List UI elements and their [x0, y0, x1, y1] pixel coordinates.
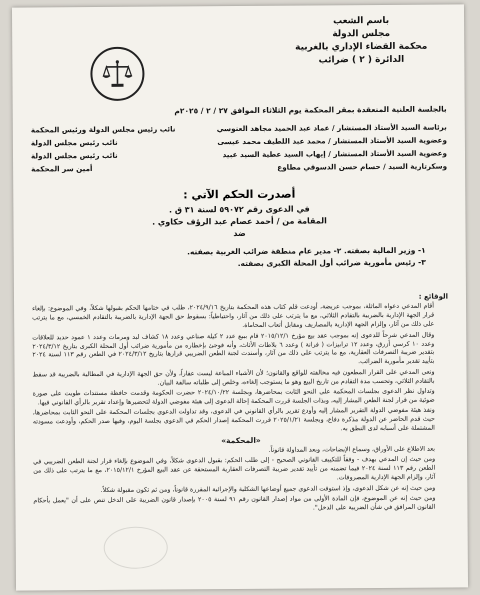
paragraph: وتداول نظر الدعوى بجلسات المحكمة على النحو الثابت بمحاضرها، وبجلسة ٢٠٢٤/١٠/٢٢ حضرت الحكومة وقدمت حافظة مستندات طويت على صورة ضوئية من قرار لجنة الطعن المشار إليه، وبذات الجلسة قررت المحكمة إحالة الدعوى إلى هيئة مفوضي الدولة لتحضيرها وإعداد تقرير بالرأي القانوني فيها.: [32, 387, 435, 407]
court-heading: «المحكمة»: [221, 435, 261, 445]
case-info: [13, 202, 465, 241]
defendants: [46, 245, 426, 272]
header-line: الدائرة ( ٢ ) ضرائب: [318, 54, 405, 66]
bench-title: أمين سر المحكمة: [31, 164, 93, 174]
bench-title: نائب رئيس مجلس الدولة: [30, 150, 118, 161]
bench-member: برئاسة السيد الأستاذ المستشار / عماد عبد الحميد مجاهد العنوسي: [216, 122, 447, 134]
paragraph: بعد الاطلاع على الأوراق، وسماع الإيضاحات، وبعد المداولة قانوناً.: [268, 445, 436, 454]
paragraph: أقام المدعي دعواه الماثلة، بموجب عريضة، أودعت قلم كتاب هذه المحكمة بتاريخ ٢٠٢٤/٩/١٦، طلب في ختامها الحكم بقبولها شكلاً، وفي الموضوع: بإلغاء قرار الجهة الإدارية بالضريبة بالتقادم الثلاثي، مع ما يترتب على ذلك من آثار، واحتياطياً: بسقوط حق الجهة الإدارية بالضريبة بالتقادم الخمسي، مع ما يترتب على ذلك من آثار، وإلزام الجهة الإدارية بالمصاريف ومقابل أتعاب المحاماة.: [32, 303, 435, 330]
judgment-title: أصدرت الحكم الآتي :: [183, 187, 296, 202]
header-line: محكمة القضاء الإداري بالغربية: [295, 41, 428, 53]
bench-title: نائب رئيس مجلس الدولة: [30, 137, 118, 148]
bench-member: وعضوية السيد الأستاذ المستشار / إيهاب السيد عطية السيد عبيد: [222, 148, 448, 160]
paragraph: ونفذ هيئة مفوضي الدولة التقرير المشار إليه وأودع تقرير بالرأي القانوني في الدعوى، وقد تداولت الدعوى بجلسات المحكمة على النحو الثابت بمحاضرها، حيث قدم الحاضر عن الدولة مذكرة دفاع، وبجلسة ٢٠٢٥/١/٢١ قررت المحكمة إصدار الحكم في الدعوى بجلسة اليوم، وفيها صدر الحكم، وأودعت مسودته المشتملة على أسبابه لدى النطق به.: [32, 407, 435, 433]
defendant-line: ١- وزير المالية بصفته. ٢- مدير عام منطقة ضرائب الغربية بصفته.: [187, 245, 426, 257]
scales-of-justice-seal-icon: [90, 47, 144, 101]
header-line: باسم الشعب: [333, 15, 390, 27]
court-bench: [31, 121, 447, 176]
against-label: ضد: [233, 228, 246, 239]
faded-stamp: [104, 527, 168, 569]
bench-title: نائب رئيس مجلس الدولة ورئيس المحكمة: [30, 124, 176, 135]
header-line: مجلس الدولة: [332, 28, 391, 40]
facts-heading: الوقائع :: [418, 292, 449, 301]
paragraph: ومن حيث إنه عن الموضوع، فإن المادة الأولى من مواد إصدار القانون رقم ٩١ لسنة ٢٠٠٥ بإصدار قانون الضريبة على الدخل تنص على أن "يعمل بأحكام القانون المرافق في شأن الضريبة على الدخل".: [33, 494, 436, 512]
case-number: في الدعوى رقم ٥٩٠٧٢ لسنة ٣١ ق .: [168, 204, 310, 215]
judgment-document: [12, 4, 468, 590]
paragraph: ومن حيث إن المدعي يهدف - وفقاً للتكييف القانوني الصحيح - إلى طلب الحكم: بقبول الدعوى شكلاً، وفي الموضوع بإلغاء قرار لجنة الطعن الضريبي في الطعن رقم ١١٣ لسنة ٢٠٢٤ فيما تضمنه من تأييد تقدير ضريبة التصرفات العقارية المستحقة عن عقد البيع المؤرخ ٢٠١٥/١٢/١، مع ما يترتب على ذلك من آثار، وإلزام الجهة الإدارية المصروفات.: [33, 456, 436, 482]
bench-member: وسكرتارية السيد / حسام حسن الدسوقي مطاوع: [277, 161, 448, 172]
court-header: [276, 15, 446, 68]
defendant-line: ٣- رئيس مأمورية ضرائب أول المحلة الكبرى بصفته.: [237, 257, 426, 269]
session-date-line: بالجلسة العلنية المنعقدة بمقر المحكمة يوم الثلاثاء الموافق ٢٧ / ٢ / ٢٠٢٥م: [174, 104, 447, 116]
paragraph: ومن حيث إنه عن شكل الدعوى، وإذ استوفت الدعوى جميع أوضاعها الشكلية والإجرائية المقررة قانوناً، ومن ثم تكون مقبولة شكلاً.: [100, 484, 436, 494]
plaintiff: المقامة من / أحمد عصام عبد الرؤف حكاوي .: [152, 216, 327, 227]
judgment-body: [32, 293, 450, 517]
bench-member: وعضوية السيد الأستاذ المستشار / محمد عبد اللطيف محمد عيسى: [217, 135, 447, 147]
paragraph: ونعى المدعي على القرار المطعون فيه مخالفته للواقع والقانون؛ لأن الأشياء المباعة ليست عقاراً، ولأن حق الجهة الإدارية في المطالبة بالضريبة قد سقط بالتقادم الثلاثي، وتحسب مدة التقادم من تاريخ البيع وهو ما يستوجب إلغاءه، وخلص إلى طلباته سالفة البيان.: [32, 368, 435, 387]
paragraph: وقال المدعي شرحاً للدعوى إنه بموجب عقد بيع مؤرخ ٢٠١٥/١٢/١ قام ببيع عدد ٢ كيلة صناعي وعدد ١٨ كشاف لبد ومرمات وعدد ١ عمود حديد للعلاقات وعدد ١٠ كرسي أزرق، وعدد ١٢ ترابيزات ( فرانة ) وعدد ٦ بلاطات الأثاث، وأنه فوجئ بإخطاره من مأمورية ضرائب أول المحلة الكبرى بتاريخ ٢٠٢٤/٣/١٢ بتقدير ضريبة التصرفات العقارية، مع ما يترتب على ذلك من آثار، وأسندت لجنة الطعن الضريبي قرارها بتاريخ ٢٠٢٤/٣/١٢ في الطعن رقم ١١٣ لسنة ٢٠٢٤ بتأييد تقدير مأمورية الضرائب.: [32, 331, 435, 366]
